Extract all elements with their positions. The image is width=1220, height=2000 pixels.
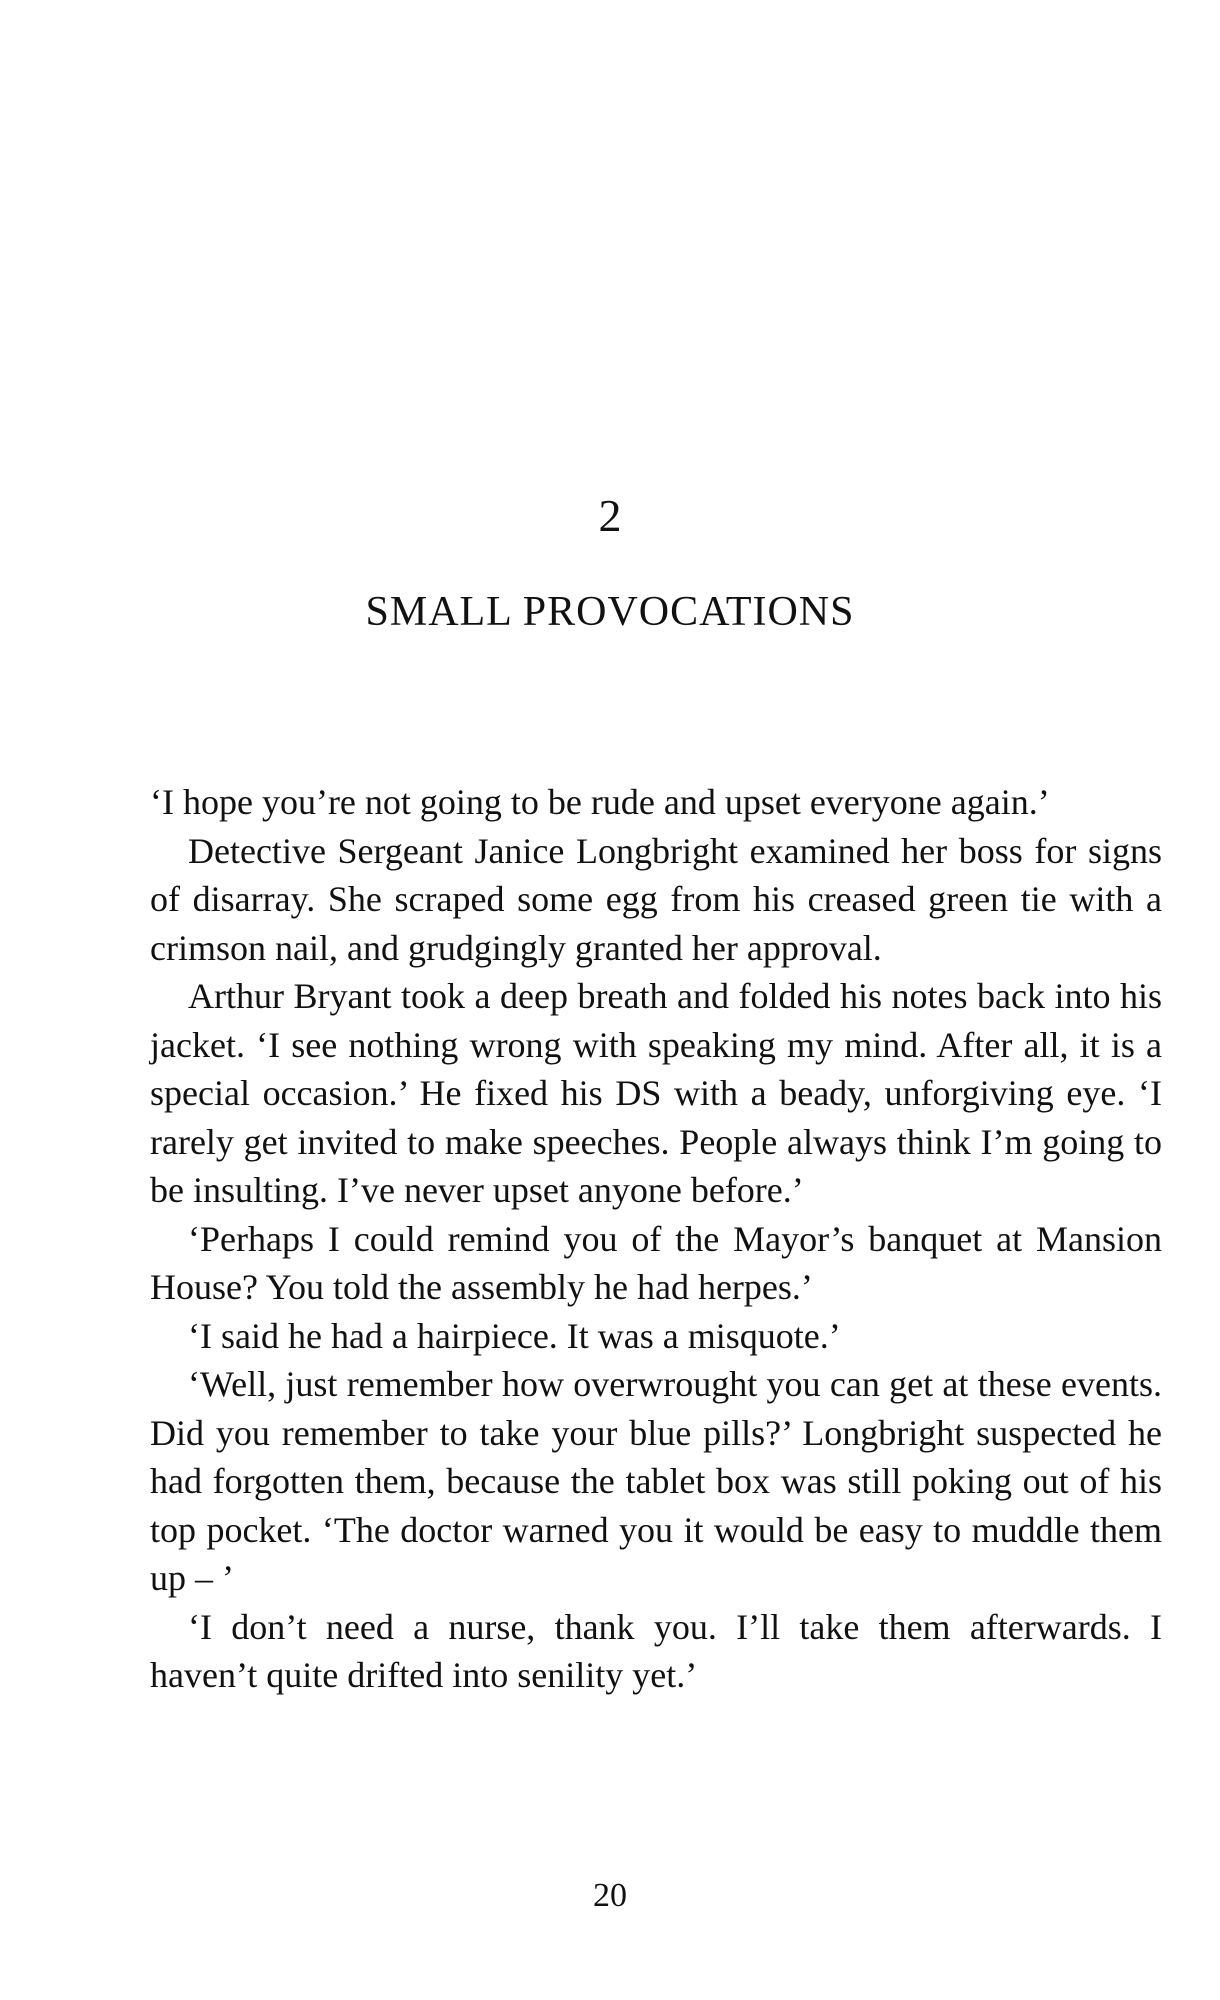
paragraph: ‘I said he had a hairpiece. It was a misquote.’	[188, 1315, 841, 1356]
paragraph: Arthur Bryant took a deep breath and folded his notes back into his jacket. ‘I see nothing wrong with speaking my mind. After all, it is a special occasion.’ He fixed his DS with a beady, unforgiving eye. ‘I rarely get invited to make speeches. People always think I’m going to be insulting. I’ve never upset anyone before.’	[150, 976, 1162, 1210]
chapter-number: 2	[598, 490, 622, 541]
paragraph: ‘I hope you’re not going to be rude and upset everyone again.’	[150, 782, 1050, 822]
paragraph: ‘I don’t need a nurse, thank you. I’ll take them afterwards. I haven’t quite drifted into senility yet.’	[150, 1606, 1162, 1695]
paragraph: Detective Sergeant Janice Longbright examined her boss for signs of disarray. She scraped some egg from his creased green tie with a crimson nail, and grudgingly granted her approval.	[150, 830, 1162, 968]
paragraph: ‘Well, just remember how overwrought you can get at these events. Did you remember to take your blue pills?’ Longbright suspected he had forgotten them, because the tablet box was still poking out of his top pocket. ‘The doctor warned you it would be easy to muddle them up – ’	[150, 1364, 1162, 1598]
paragraph: ‘Perhaps I could remind you of the Mayor’s banquet at Mansion House? You told the assembly he had herpes.’	[150, 1218, 1162, 1307]
page-number: 20	[593, 1877, 627, 1914]
chapter-title: SMALL PROVOCATIONS	[365, 589, 855, 635]
chapter-body	[150, 778, 1162, 1700]
